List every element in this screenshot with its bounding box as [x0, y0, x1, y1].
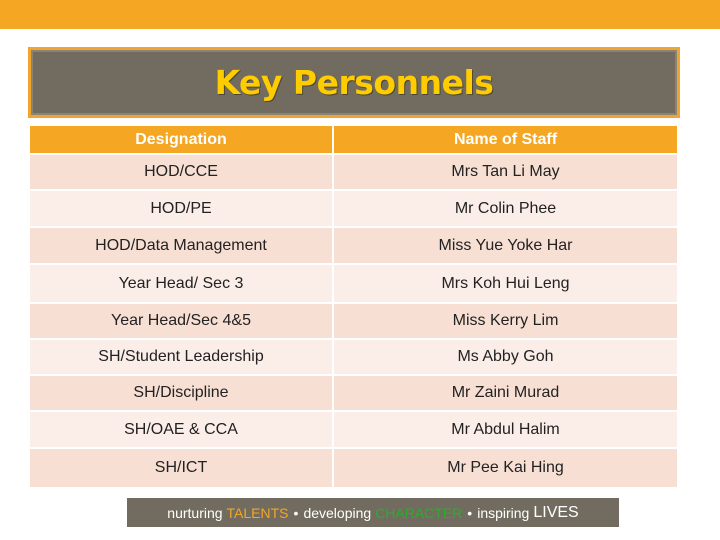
- table-header-row: [30, 126, 677, 155]
- motto-word-talents: TALENTS: [226, 504, 289, 521]
- designation-cell: SH/ICT: [30, 449, 332, 489]
- designation-cell: Year Head/ Sec 3: [30, 265, 332, 304]
- table-row: [30, 265, 677, 304]
- designation-cell: SH/Discipline: [30, 376, 332, 412]
- designation-cell: Year Head/Sec 4&5: [30, 304, 332, 340]
- motto-separator: •: [293, 504, 299, 521]
- designation-cell: HOD/PE: [30, 191, 332, 228]
- title-banner: [28, 47, 680, 118]
- header-name-of-staff: Name of Staff: [332, 126, 677, 155]
- motto-word-inspiring: inspiring: [477, 504, 530, 521]
- staff-name-cell: Mrs Koh Hui Leng: [332, 265, 677, 304]
- page-title: Key Personnels: [214, 63, 494, 102]
- staff-name-cell: Mr Pee Kai Hing: [332, 449, 677, 489]
- designation-cell: HOD/CCE: [30, 155, 332, 191]
- staff-name-cell: Miss Kerry Lim: [332, 304, 677, 340]
- table-row: [30, 191, 677, 228]
- motto-separator: •: [467, 504, 473, 521]
- staff-name-cell: Mrs Tan Li May: [332, 155, 677, 191]
- table-row: [30, 304, 677, 340]
- staff-name-cell: Mr Zaini Murad: [332, 376, 677, 412]
- motto-word-nurturing: nurturing: [167, 504, 223, 521]
- staff-name-cell: Mr Colin Phee: [332, 191, 677, 228]
- designation-cell: HOD/Data Management: [30, 228, 332, 265]
- table-row: [30, 155, 677, 191]
- personnel-table: [30, 126, 677, 489]
- motto-word-developing: developing: [303, 504, 372, 521]
- table-row: [30, 412, 677, 449]
- designation-cell: SH/Student Leadership: [30, 340, 332, 376]
- table-row: [30, 376, 677, 412]
- table-row: [30, 340, 677, 376]
- staff-name-cell: Miss Yue Yoke Har: [332, 228, 677, 265]
- top-accent-bar: [0, 0, 720, 29]
- table-row: [30, 449, 677, 489]
- school-motto-banner: [127, 498, 619, 527]
- table-row: [30, 228, 677, 265]
- motto-word-character: CHARACTER: [375, 504, 463, 521]
- staff-name-cell: Ms Abby Goh: [332, 340, 677, 376]
- header-designation: Designation: [30, 126, 332, 155]
- staff-name-cell: Mr Abdul Halim: [332, 412, 677, 449]
- designation-cell: SH/OAE & CCA: [30, 412, 332, 449]
- motto-word-lives: LIVES: [533, 503, 579, 521]
